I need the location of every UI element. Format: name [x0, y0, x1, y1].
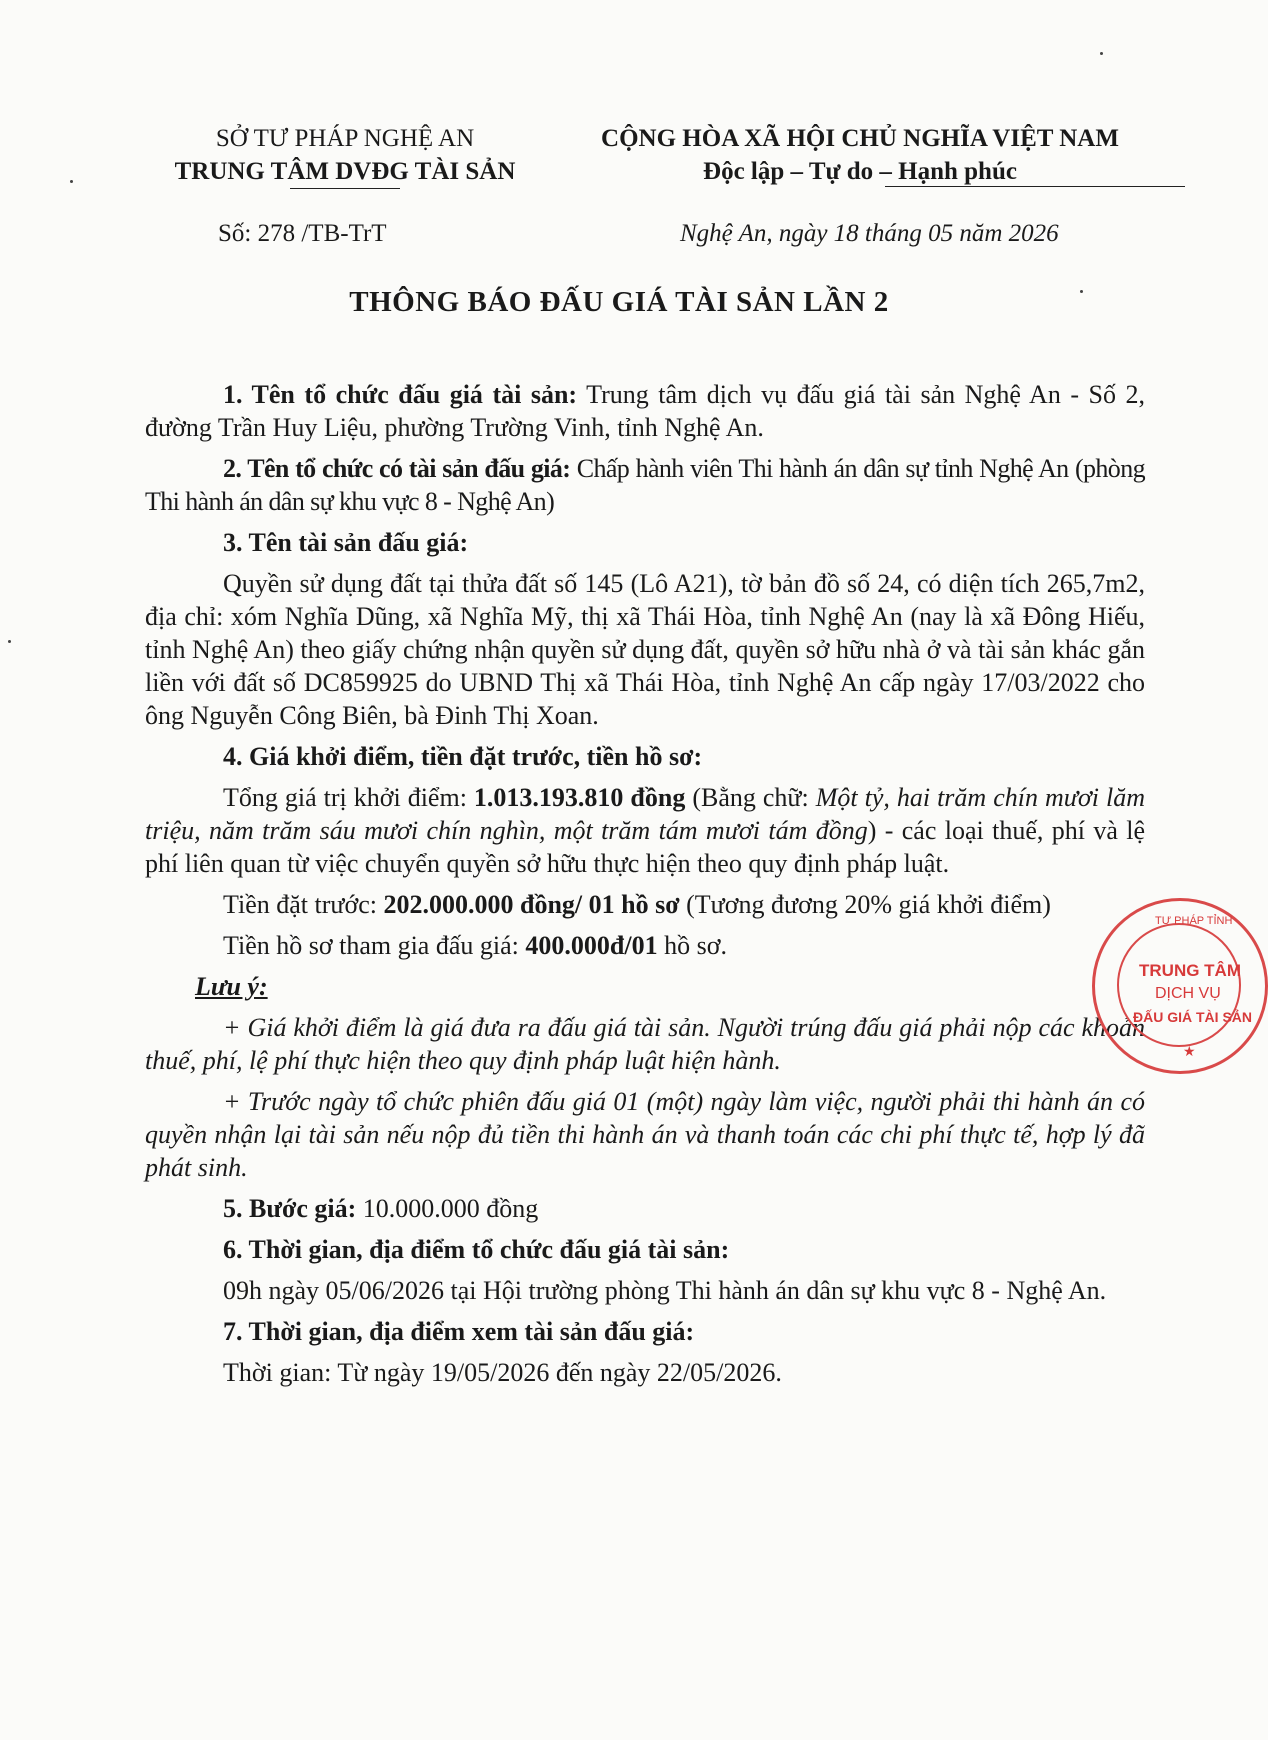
center-name: TRUNG TÂM DVĐG TÀI SẢN: [174, 158, 516, 185]
section-2-label: 2. Tên tổ chức có tài sản đấu giá:: [223, 454, 571, 483]
section-7-text: Thời gian: Từ ngày 19/05/2026 đến ngày 22/05/2026.: [223, 1358, 782, 1387]
scan-speck: [8, 640, 11, 643]
note-label: Lưu ý:: [195, 972, 268, 1001]
national-motto: Độc lập – Tự do – Hạnh phúc: [703, 158, 1017, 185]
note-heading: [195, 970, 1145, 1003]
deposit-label: Tiền đặt trước:: [223, 890, 384, 919]
section-6-text: 09h ngày 05/06/2026 tại Hội trường phòng Thi hành án dân sự khu vực 8 - Nghệ An.: [223, 1276, 1107, 1305]
dossier-fee-label: Tiền hồ sơ tham gia đấu giá:: [223, 931, 526, 960]
scan-speck: [1100, 52, 1103, 55]
section-3-label: 3. Tên tài sản đấu giá:: [223, 528, 469, 557]
seal-text-line3: ĐẤU GIÁ TÀI SẢN: [1133, 1009, 1252, 1025]
section-6: [145, 1233, 1145, 1266]
department-name: SỞ TƯ PHÁP NGHỆ AN: [215, 125, 475, 152]
deposit-paragraph: [145, 888, 1145, 921]
section-7: [145, 1315, 1145, 1348]
deposit-amount: 202.000.000 đồng/ 01 hồ sơ: [383, 890, 680, 919]
country-name: CỘNG HÒA XÃ HỘI CHỦ NGHĨA VIỆT NAM: [601, 125, 1119, 152]
section-7-label: 7. Thời gian, địa điểm xem tài sản đấu giá:: [223, 1317, 695, 1346]
section-3: [145, 526, 1145, 559]
section-5: [145, 1192, 1145, 1225]
section-4: [145, 740, 1145, 773]
document-body: [145, 378, 1145, 1397]
document-number: Số: 278 /TB-TrT: [218, 220, 387, 247]
seal-top-text: TƯ PHÁP TỈNH: [1155, 915, 1233, 927]
seal-text-line1: TRUNG TÂM: [1139, 961, 1241, 980]
section-4-label: 4. Giá khởi điểm, tiền đặt trước, tiền hồ sơ:: [223, 742, 703, 771]
starting-price-label: Tổng giá trị khởi điểm:: [223, 783, 474, 812]
issuing-organization: [150, 122, 540, 189]
dossier-fee-unit: hồ sơ.: [657, 931, 727, 960]
section-2: [145, 452, 1145, 518]
dossier-fee-paragraph: [145, 929, 1145, 962]
official-red-seal: [1092, 898, 1268, 1074]
starting-price-note: ) - các loại thuế, phí và lệ phí liên quan từ việc chuyển quyền sở hữu thực hiện theo quy định pháp luật.: [145, 816, 1145, 878]
starting-price-paragraph: [145, 781, 1145, 880]
note-1: + Giá khởi điểm là giá đưa ra đấu giá tài sản. Người trúng đấu giá phải nộp các khoản thuế, phí, lệ phí thực hiện theo quy định pháp luật hiện hành.: [145, 1013, 1145, 1075]
issue-date: Nghệ An, ngày 18 tháng 05 năm 2026: [680, 220, 1059, 247]
section-5-label: 5. Bước giá:: [223, 1194, 357, 1223]
section-6-label: 6. Thời gian, địa điểm tổ chức đấu giá tài sản:: [223, 1235, 730, 1264]
header-underline-left: [290, 188, 400, 189]
section-2-text: Chấp hành viên Thi hành án dân sự tỉnh Nghệ An (phòng Thi hành án dân sự khu vực 8 - Nghệ An): [145, 454, 1146, 516]
starting-price-words: Một tỷ, hai trăm chín mươi lăm triệu, năm trăm sáu mươi chín nghìn, một trăm tám mươi tám đồng: [145, 783, 1146, 845]
national-header: [545, 122, 1175, 187]
starting-price-amount: 1.013.193.810 đồng: [473, 783, 686, 812]
scan-speck: [70, 180, 73, 183]
starting-price-words-prefix: (Bằng chữ:: [685, 783, 816, 812]
seal-text-line2: DỊCH VỤ: [1155, 985, 1221, 1002]
section-3-text: Quyền sử dụng đất tại thửa đất số 145 (Lô A21), tờ bản đồ số 24, có diện tích 265,7m2, địa chỉ: xóm Nghĩa Dũng, xã Nghĩa Mỹ, thị xã Thái Hòa, tỉnh Nghệ An (nay là xã Đông Hiếu, tỉnh Nghệ An) theo giấy chứng nhận quyền sử dụng đất, quyền sở hữu nhà ở và tài sản khác gắn liền với đất số DC859925 do UBND Thị xã Thái Hòa, tỉnh Nghệ An cấp ngày 17/03/2022 cho ông Nguyễn Công Biên, bà Đinh Thị Xoan.: [145, 569, 1145, 730]
scan-speck: [1080, 290, 1083, 293]
note-2: + Trước ngày tổ chức phiên đấu giá 01 (một) ngày làm việc, người phải thi hành án có quyền nhận lại tài sản nếu nộp đủ tiền thi hành án và thanh toán các chi phí thực tế, hợp lý đã phát sinh.: [145, 1087, 1145, 1182]
section-1: [145, 378, 1145, 444]
document-title: THÔNG BÁO ĐẤU GIÁ TÀI SẢN LẦN 2: [349, 286, 889, 318]
deposit-note: (Tương đương 20% giá khởi điểm): [679, 890, 1051, 919]
section-1-text: Trung tâm dịch vụ đấu giá tài sản Nghệ An - Số 2, đường Trần Huy Liệu, phường Trường Vinh, tỉnh Nghệ An.: [145, 380, 1146, 442]
dossier-fee-amount: 400.000đ/01: [525, 931, 658, 960]
section-1-label: 1. Tên tổ chức đấu giá tài sản:: [223, 380, 578, 409]
seal-star-icon: ★: [1183, 1043, 1196, 1059]
section-5-text: 10.000.000 đồng: [356, 1194, 539, 1223]
